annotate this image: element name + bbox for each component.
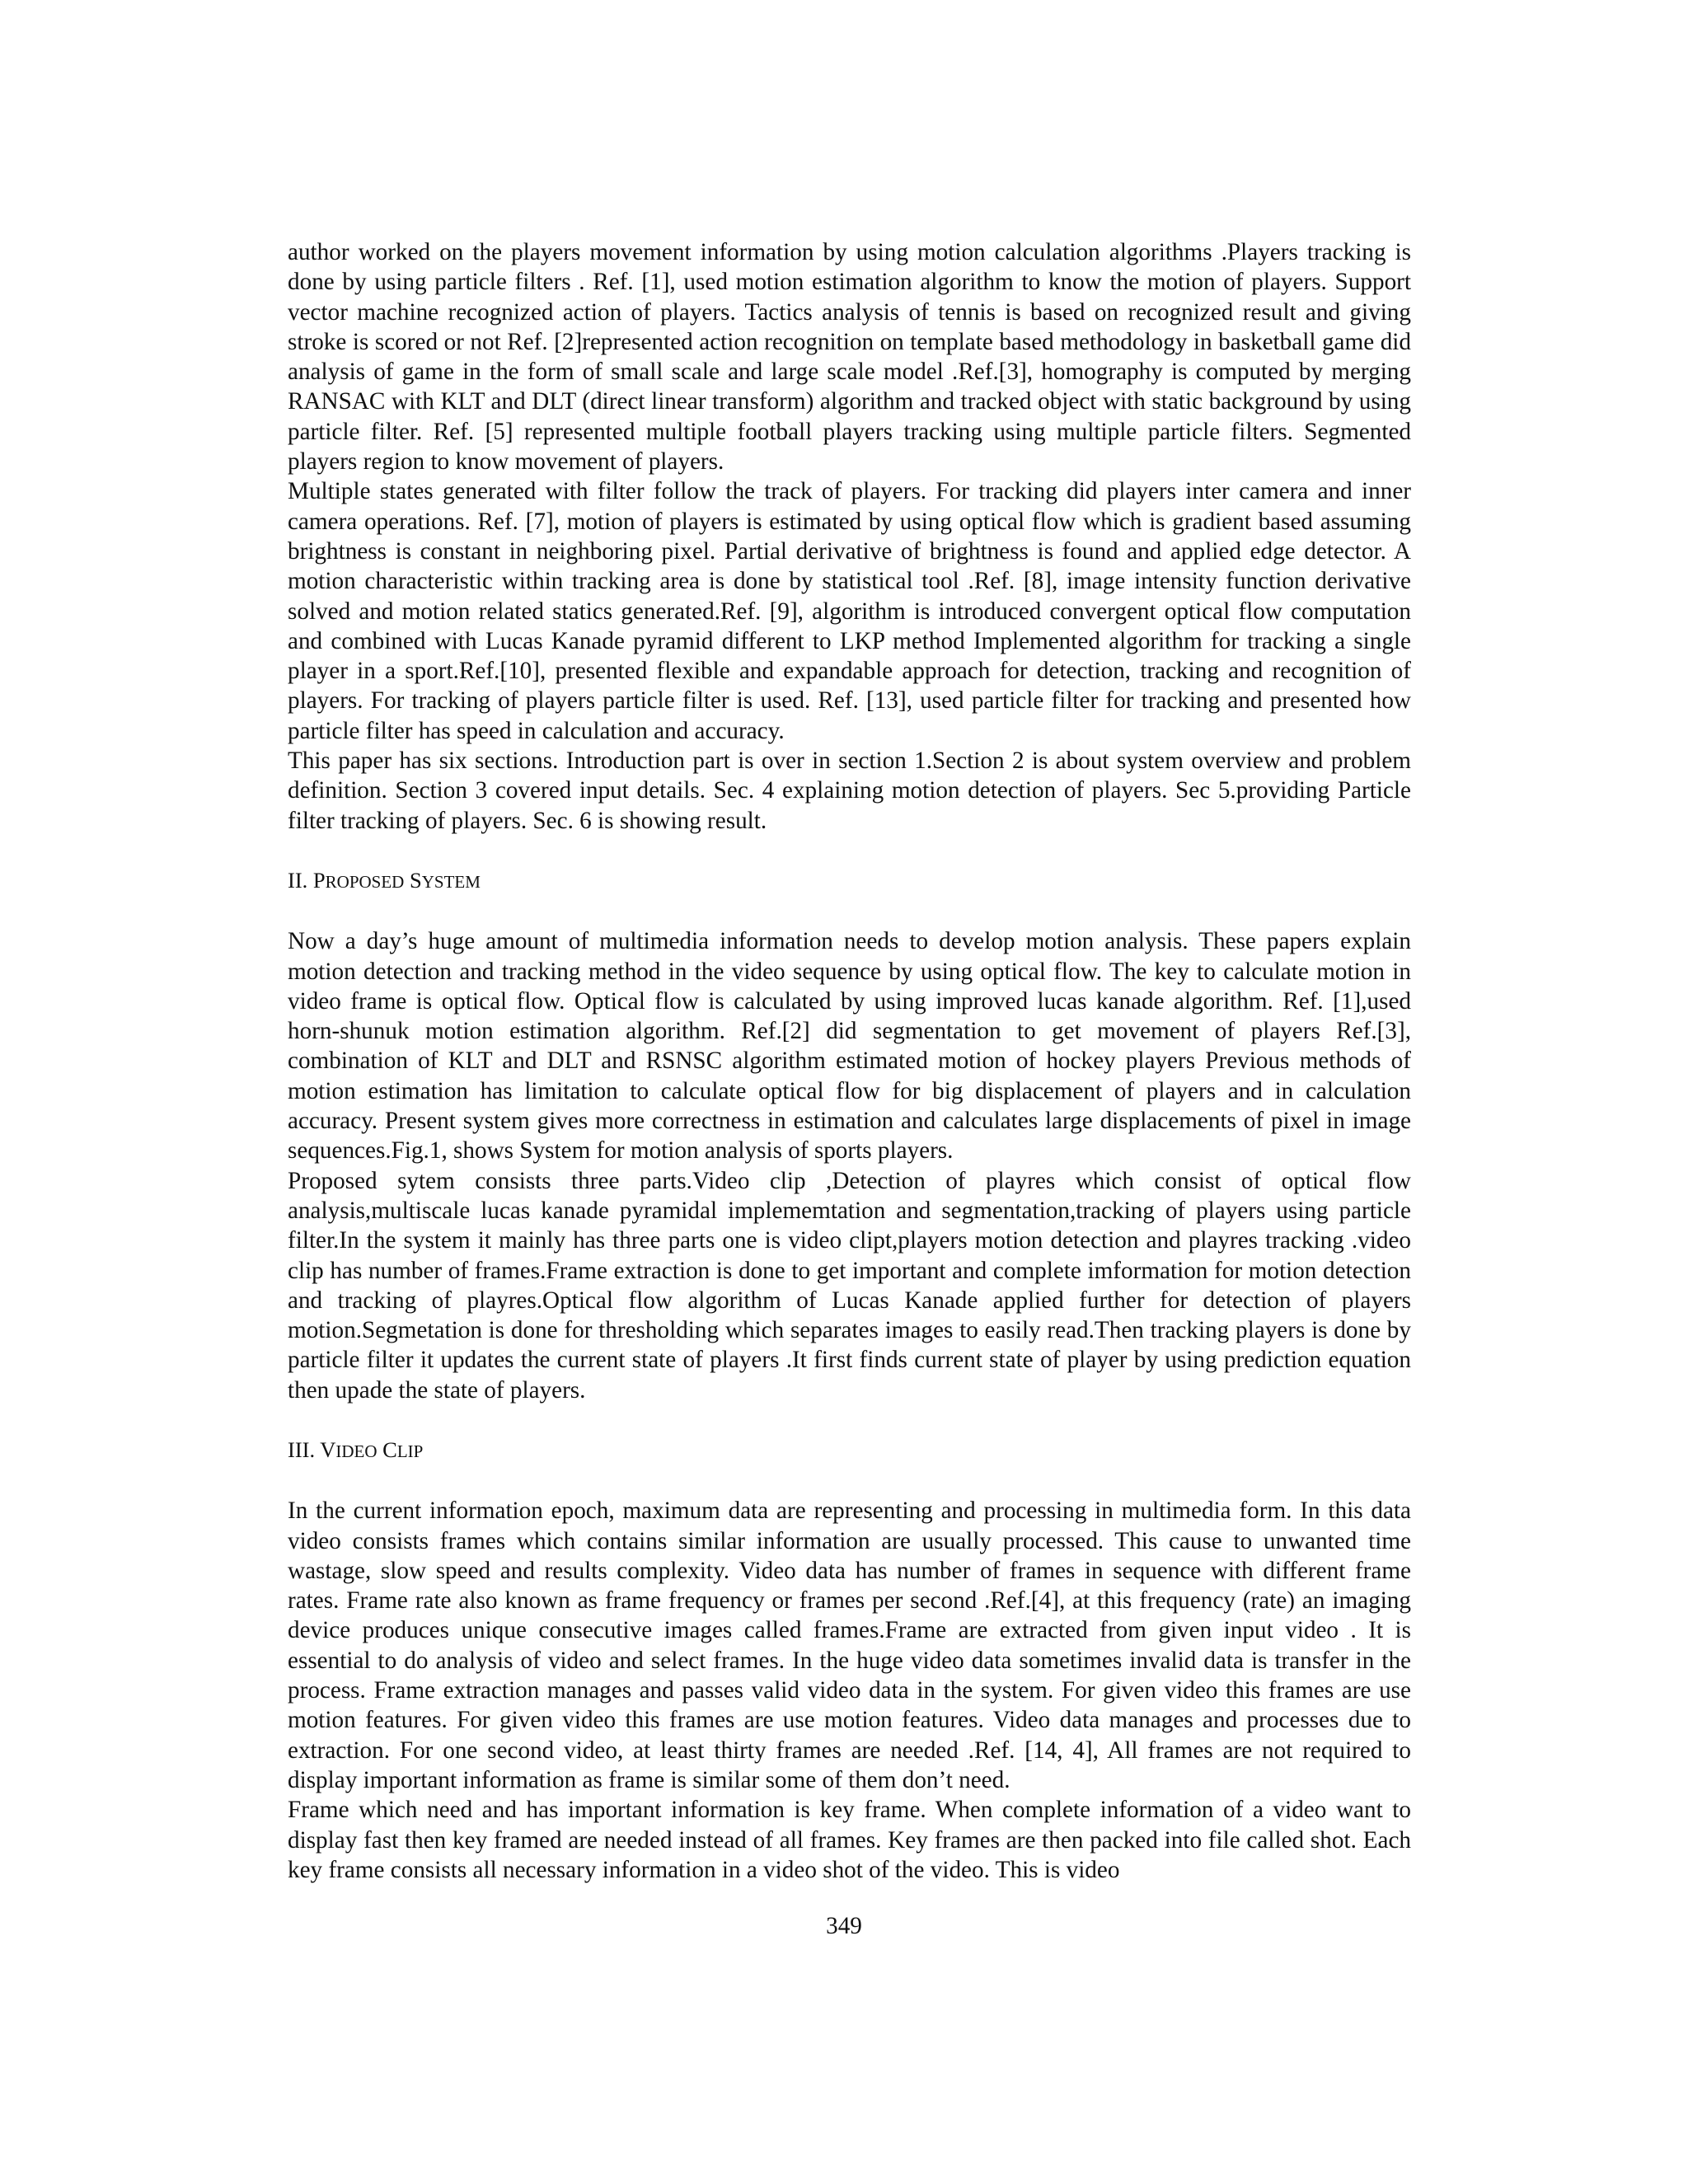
intro-paragraph-2: Multiple states generated with filter follow the track of players. For tracking did players inter camera and inner camera operations. Ref. [7], motion of players is estimated by using optical flow which is gradient based assuming brightness is constant in neighboring pixel. Partial derivative of brightness is found and applied edge detector. A motion characteristic within tracking area is done by statistical tool .Ref. [8], image intensity function derivative solved and motion related statics generated.Ref. [9], algorithm is introduced convergent optical flow computation and combined with Lucas Kanade pyramid different to LKP method Implemented algorithm for tracking a single player in a sport.Ref.[10], presented flexible and expandable approach for detection, tracking and recognition of players. For tracking of players particle filter is used. Ref. [13], used particle filter for tracking and presented how particle filter has speed in calculation and accuracy.	[288, 478, 1411, 744]
body-column	[288, 237, 1411, 1885]
page-number: 349	[826, 1913, 862, 1939]
video-clip-paragraph-2: Frame which need and has important information is key frame. When complete information of a video want to display fast then key framed are needed instead of all frames. Key frames are then packed into file called shot. Each key frame consists all necessary information in a video shot of the video. This is video	[288, 1797, 1411, 1883]
proposed-system-paragraph-1: Now a day’s huge amount of multimedia information needs to develop motion analysis. These papers explain motion detection and tracking method in the video sequence by using optical flow. The key to calculate motion in video frame is optical flow. Optical flow is calculated by using improved lucas kanade algorithm. Ref. [1],used horn-shunuk motion estimation algorithm. Ref.[2] did segmentation to get movement of players Ref.[3], combination of KLT and DLT and RSNSC algorithm estimated motion of hockey players Previous methods of motion estimation has limitation to calculate optical flow for big displacement of players and in calculation accuracy. Present system gives more correctness in estimation and calculates large displacements of pixel in image sequences.Fig.1, shows System for motion analysis of sports players.	[288, 928, 1411, 1165]
intro-paragraph-1: author worked on the players movement information by using motion calculation algorithms .Players tracking is done by using particle filters . Ref. [1], used motion estimation algorithm to know the motion of players. Support vector machine recognized action of players. Tactics analysis of tennis is based on recognized result and giving stroke is scored or not Ref. [2]represented action recognition on template based methodology in basketball game did analysis of game in the form of small scale and large scale model .Ref.[3], homography is computed by merging RANSAC with KLT and DLT (direct linear transform) algorithm and tracked object with static background by using particle filter. Ref. [5] represented multiple football players tracking using multiple particle filters. Segmented players region to know movement of players.	[288, 239, 1411, 476]
section-heading-video-clip: III. VIDEO CLIP	[288, 1436, 424, 1462]
intro-paragraph-3: This paper has six sections. Introduction part is over in section 1.Section 2 is about system overview and problem definition. Section 3 covered input details. Sec. 4 explaining motion detection of players. Sec 5.providing Particle filter tracking of players. Sec. 6 is showing result.	[288, 748, 1411, 834]
proposed-system-paragraph-2: Proposed sytem consists three parts.Video clip ,Detection of playres which consist of optical flow analysis,multiscale lucas kanade pyramidal implememtation and segmentation,tracking of players using particle filter.In the system it mainly has three parts one is video clipt,players motion detection and playres tracking .video clip has number of frames.Frame extraction is done to get important and complete imformation for motion detection and tracking of playres.Optical flow algorithm of Lucas Kanade applied further for detection of players motion.Segmetation is done for thresholding which separates images to easily read.Then tracking players is done by particle filter it updates the current state of players .It first finds current state of player by using prediction equation then upade the state of players.	[288, 1167, 1411, 1404]
section-heading-proposed-system: II. PROPOSED SYSTEM	[288, 867, 481, 893]
video-clip-paragraph-1: In the current information epoch, maximum data are representing and processing in multimedia form. In this data video consists frames which contains similar information are usually processed. This cause to unwanted time wastage, slow speed and results complexity. Video data has number of frames in sequence with different frame rates. Frame rate also known as frame frequency or frames per second .Ref.[4], at this frequency (rate) an imaging device produces unique consecutive images called frames.Frame are extracted from given input video . It is essential to do analysis of video and select frames. In the huge video data sometimes invalid data is transfer in the process. Frame extraction manages and passes valid video data in the system. For given video this frames are use motion features. For given video this frames are use motion features. Video data manages and processes due to extraction. For one second video, at least thirty frames are needed .Ref. [14, 4], All frames are not required to display important information as frame is similar some of them don’t need.	[288, 1497, 1411, 1793]
